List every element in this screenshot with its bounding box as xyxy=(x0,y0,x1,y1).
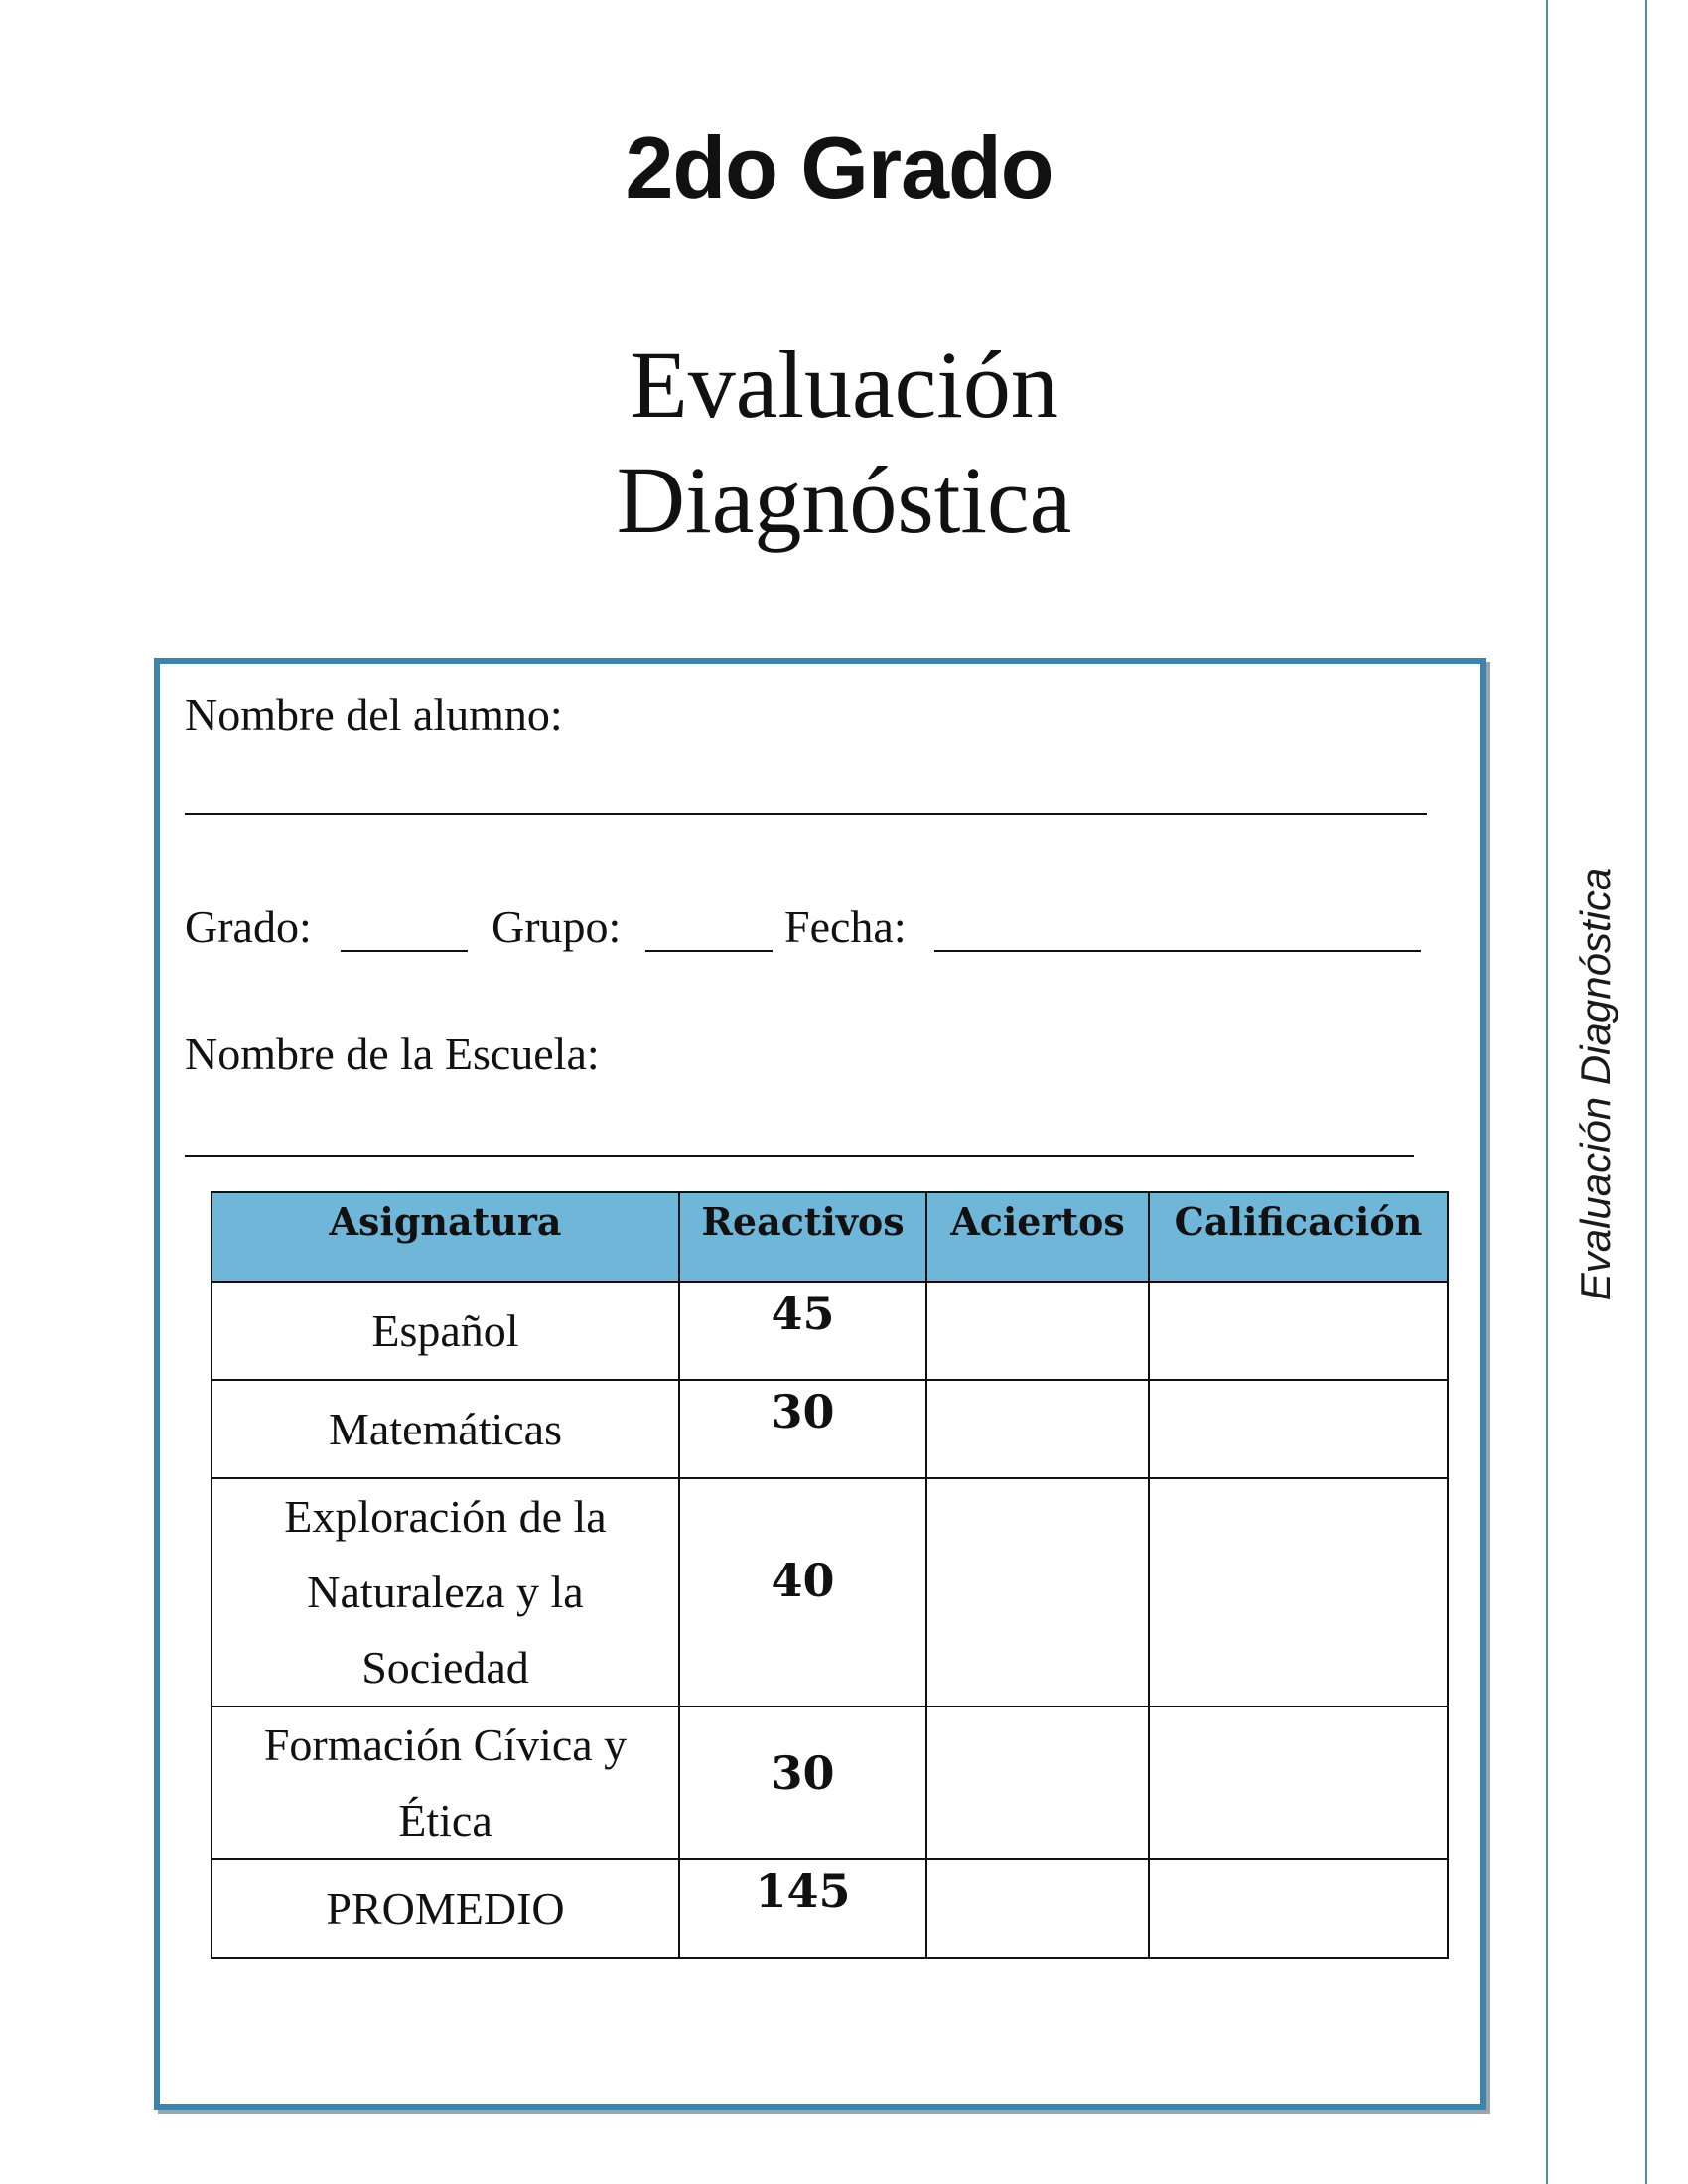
scores-table xyxy=(211,1191,1449,1959)
grade-line[interactable] xyxy=(341,950,468,952)
items-cell xyxy=(679,1478,926,1706)
date-line[interactable] xyxy=(934,950,1421,952)
evaluation-title-line-2: Diagnóstica xyxy=(616,447,1072,553)
grade-cell[interactable] xyxy=(1149,1706,1448,1859)
items-value: 30 xyxy=(771,1385,835,1438)
subject-cell xyxy=(211,1380,679,1478)
grade-title-text: 2do Grado xyxy=(625,118,1054,216)
school-name-label: Nombre de la Escuela: xyxy=(185,1028,600,1079)
subject-line: Formación Cívica y xyxy=(263,1719,628,1770)
table-row xyxy=(211,1859,1448,1958)
subject-cell xyxy=(211,1478,679,1706)
scores-header-row xyxy=(211,1192,1448,1282)
grade-cell[interactable] xyxy=(1149,1282,1448,1380)
correct-cell[interactable] xyxy=(926,1282,1149,1380)
student-name-label: Nombre del alumno: xyxy=(185,689,563,740)
school-name-line[interactable] xyxy=(185,1155,1414,1157)
subject-line: Sociedad xyxy=(361,1642,529,1693)
subject-cell xyxy=(211,1859,679,1958)
group-line[interactable] xyxy=(645,950,773,952)
table-row xyxy=(211,1380,1448,1478)
items-cell xyxy=(679,1380,926,1478)
student-form-box xyxy=(154,658,1486,2110)
grade-title xyxy=(0,117,1688,218)
items-cell xyxy=(679,1706,926,1859)
header-items: Reactivos xyxy=(679,1192,926,1282)
header-grade: Calificación xyxy=(1149,1192,1448,1282)
date-label: Fecha: xyxy=(784,901,907,952)
subject-line: Exploración de la xyxy=(284,1491,607,1542)
subject-line: PROMEDIO xyxy=(326,1882,565,1934)
subject-cell xyxy=(211,1706,679,1859)
side-label xyxy=(1571,867,1620,1301)
student-name-line[interactable] xyxy=(185,813,1427,815)
subject-line: Matemáticas xyxy=(328,1403,562,1454)
table-row xyxy=(211,1282,1448,1380)
items-cell xyxy=(679,1859,926,1958)
evaluation-title xyxy=(447,328,1241,558)
items-value: 40 xyxy=(771,1554,835,1607)
side-rule-right xyxy=(1645,0,1647,2184)
correct-cell[interactable] xyxy=(926,1478,1149,1706)
table-row xyxy=(211,1706,1448,1859)
subject-cell xyxy=(211,1282,679,1380)
table-row xyxy=(211,1478,1448,1706)
header-correct: Aciertos xyxy=(926,1192,1149,1282)
header-subject: Asignatura xyxy=(211,1192,679,1282)
items-value: 145 xyxy=(755,1864,851,1918)
side-rule-left xyxy=(1546,0,1548,2184)
grade-cell[interactable] xyxy=(1149,1478,1448,1706)
subject-line: Naturaleza y la xyxy=(307,1567,584,1617)
subject-line: Español xyxy=(371,1304,519,1356)
grade-label: Grado: xyxy=(185,901,312,952)
grade-cell[interactable] xyxy=(1149,1859,1448,1958)
correct-cell[interactable] xyxy=(926,1380,1149,1478)
items-cell xyxy=(679,1282,926,1380)
grade-cell[interactable] xyxy=(1149,1380,1448,1478)
evaluation-title-line-1: Evaluación xyxy=(630,332,1058,438)
items-value: 30 xyxy=(771,1746,835,1800)
correct-cell[interactable] xyxy=(926,1859,1149,1958)
group-label: Grupo: xyxy=(492,901,622,952)
correct-cell[interactable] xyxy=(926,1706,1149,1859)
items-value: 45 xyxy=(771,1287,835,1340)
side-label-text: Evaluación Diagnóstica xyxy=(1572,867,1618,1301)
subject-line: Ética xyxy=(398,1795,492,1845)
